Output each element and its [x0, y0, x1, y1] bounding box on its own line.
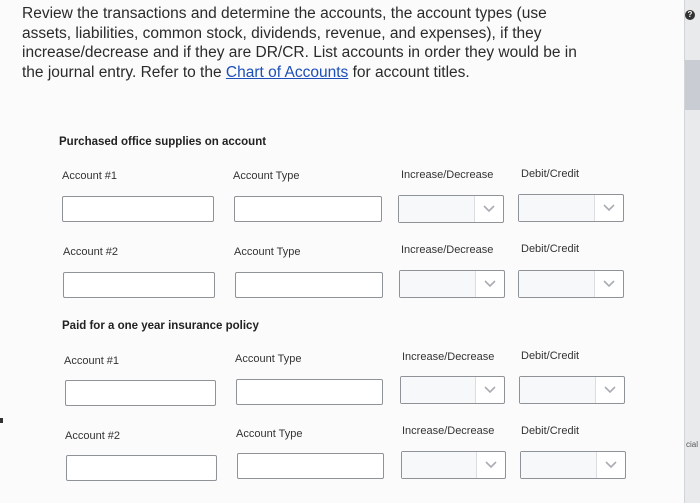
chevron-down-icon: [474, 196, 503, 222]
t1-account-1-type-input[interactable]: [234, 196, 382, 222]
t1-account-2-type-label: Account Type: [234, 246, 301, 258]
t1-account-1-type-label: Account Type: [233, 170, 300, 182]
t2-account-1-type-label: Account Type: [235, 353, 302, 365]
t1-account-2-input[interactable]: [63, 272, 215, 298]
t1-account-1-incdec-select[interactable]: [398, 195, 504, 223]
t1-account-2-drcr-label: Debit/Credit: [521, 243, 580, 255]
instructions-text-2: for account titles.: [348, 63, 470, 81]
chevron-down-icon: [594, 271, 623, 297]
t1-account-1-drcr-select[interactable]: [518, 194, 624, 222]
chevron-down-icon: [476, 452, 505, 478]
t2-account-1-incdec-label: Increase/Decrease: [402, 351, 495, 363]
chevron-down-icon: [594, 195, 623, 221]
chevron-down-icon: [596, 452, 625, 478]
t2-account-2-label: Account #2: [65, 430, 121, 442]
t2-account-2-drcr-select[interactable]: [520, 451, 626, 479]
t2-account-1-incdec-select[interactable]: [400, 376, 505, 404]
chevron-down-icon: [595, 377, 624, 403]
transaction-2-title: Paid for a one year insurance policy: [62, 320, 259, 332]
left-edge-marker: [0, 418, 3, 423]
t1-account-2-type-input[interactable]: [235, 272, 383, 298]
chart-of-accounts-link[interactable]: Chart of Accounts: [225, 63, 349, 81]
t1-account-1-input[interactable]: [62, 196, 214, 222]
t1-account-1-incdec-label: Increase/Decrease: [401, 169, 494, 181]
t1-account-2-label: Account #2: [63, 246, 119, 258]
t1-account-2-incdec-label: Increase/Decrease: [401, 244, 494, 256]
t1-account-2-drcr-select[interactable]: [518, 270, 624, 298]
t2-account-2-incdec-label: Increase/Decrease: [402, 425, 495, 437]
t2-account-2-type-label: Account Type: [236, 428, 303, 440]
t2-account-2-input[interactable]: [66, 455, 217, 481]
t2-account-1-label: Account #1: [64, 355, 120, 367]
chevron-down-icon: [475, 271, 504, 297]
t1-account-2-incdec-select[interactable]: [399, 270, 505, 298]
help-icon[interactable]: ?: [685, 10, 695, 20]
t2-account-1-drcr-select[interactable]: [519, 376, 625, 404]
transaction-1-title: Purchased office supplies on account: [59, 136, 267, 148]
instructions-text-1: Review the transactions and determine the accounts, the account types (use assets, liabilities, common stock, dividends, revenue, and expenses), if they increase/decrease and if they are DR/CR. List accounts in order they would be in the journal entry. Refer to the: [22, 5, 577, 81]
t2-account-2-type-input[interactable]: [237, 453, 384, 479]
t1-account-1-drcr-label: Debit/Credit: [521, 168, 580, 180]
t2-account-2-incdec-select[interactable]: [401, 451, 506, 479]
side-text-fragment: cial: [686, 440, 699, 449]
instructions: [22, 4, 582, 82]
chevron-down-icon: [475, 377, 504, 403]
t1-account-1-label: Account #1: [62, 170, 118, 182]
t2-account-1-type-input[interactable]: [236, 379, 383, 405]
side-panel-strip: [685, 60, 700, 110]
t2-account-2-drcr-label: Debit/Credit: [521, 425, 580, 437]
t2-account-1-input[interactable]: [65, 380, 216, 406]
t2-account-1-drcr-label: Debit/Credit: [521, 350, 580, 362]
